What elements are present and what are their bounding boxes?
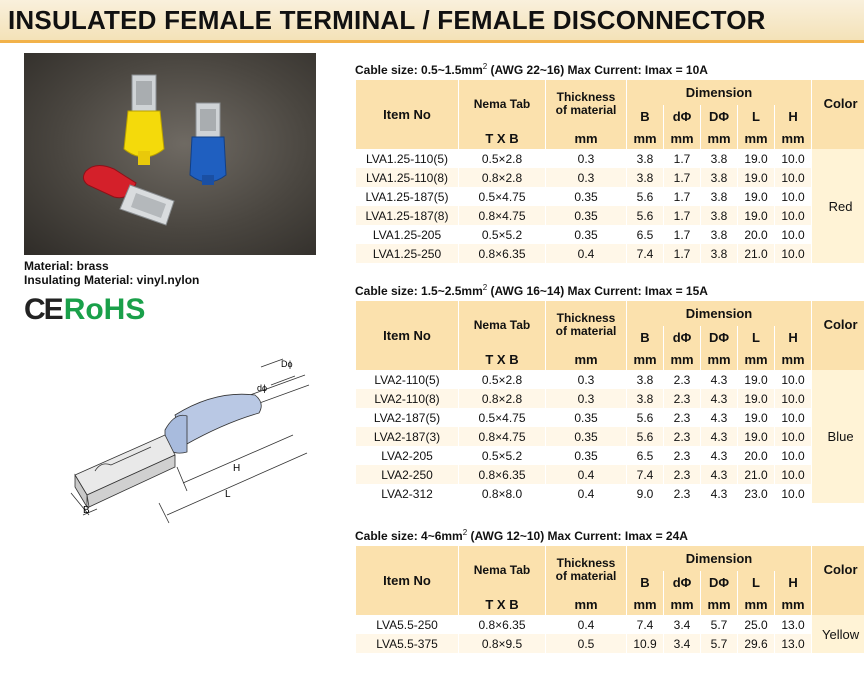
table-row [356,370,864,389]
l-cell: 29.6 [738,634,774,653]
l-cell: 19.0 [738,149,774,168]
thickness-cell: 0.35 [546,446,626,465]
color-cell: Red [812,149,864,263]
thickness-cell: 0.35 [546,225,626,244]
l-cell: 19.0 [738,427,774,446]
item-no-header: Item No [356,301,458,370]
header-row [356,301,864,326]
thickness-unit: mm [546,348,626,370]
nema-tab-cell: 0.8×8.0 [459,484,545,503]
h-cell: 13.0 [775,615,811,634]
b-unit: mm [627,593,663,615]
table-row [356,465,864,484]
l-cell: 20.0 [738,446,774,465]
thickness-cell: 0.4 [546,615,626,634]
d-small-cell: 2.3 [664,370,700,389]
b-cell: 5.6 [627,427,663,446]
h-unit: mm [775,348,811,370]
thickness-cell: 0.35 [546,187,626,206]
d-small-header: dΦ [664,571,700,593]
color-unit-blank [812,593,864,615]
thickness-cell: 0.3 [546,149,626,168]
d-big-cell: 4.3 [701,427,737,446]
thickness-header [546,80,626,127]
header-row [356,80,864,105]
item-no-cell: LVA1.25-110(8) [356,168,458,187]
b-unit: mm [627,348,663,370]
h-cell: 10.0 [775,370,811,389]
color-unit-blank [812,127,864,149]
l-cell: 21.0 [738,244,774,263]
b-cell: 5.6 [627,408,663,427]
d-small-cell: 2.3 [664,465,700,484]
d-big-cell: 3.8 [701,206,737,225]
d-small-cell: 1.7 [664,187,700,206]
item-no-cell: LVA5.5-375 [356,634,458,653]
table-row [356,484,864,503]
d-small-cell: 1.7 [664,225,700,244]
table-row [356,168,864,187]
b-cell: 5.6 [627,206,663,225]
thickness-cell: 0.3 [546,370,626,389]
d-inner-label: dϕ [257,383,268,393]
h-unit: mm [775,593,811,615]
blue-terminal [190,103,226,185]
b-dimension-label: B [83,505,90,516]
l-dimension-label: L [225,489,231,500]
table-row [356,206,864,225]
d-small-cell: 3.4 [664,615,700,634]
rohs-mark: RoHS [63,293,146,326]
item-no-cell: LVA1.25-187(8) [356,206,458,225]
d-small-cell: 1.7 [664,149,700,168]
color-cell: Blue [812,370,864,503]
d-small-cell: 2.3 [664,408,700,427]
item-no-cell: LVA1.25-205 [356,225,458,244]
thickness-cell: 0.35 [546,408,626,427]
table-row [356,446,864,465]
material-text: Material: brass [24,259,109,273]
red-terminal [83,165,174,225]
nema-tab-cell: 0.8×9.5 [459,634,545,653]
d-big-cell: 5.7 [701,634,737,653]
h-cell: 10.0 [775,149,811,168]
product-photo [24,53,316,255]
title-bar [0,0,864,43]
h-cell: 10.0 [775,446,811,465]
h-cell: 10.0 [775,408,811,427]
spec-section-3 [355,528,860,653]
d-small-cell: 1.7 [664,168,700,187]
h-dimension-label: H [233,463,241,474]
spec-section-1 [355,62,860,263]
d-big-cell: 3.8 [701,149,737,168]
thickness-cell: 0.35 [546,206,626,225]
ce-mark: CE [24,293,62,326]
b-cell: 10.9 [627,634,663,653]
b-cell: 3.8 [627,149,663,168]
cable-size-prefix: Cable size: 4~6mm [355,529,463,543]
l-cell: 25.0 [738,615,774,634]
nema-tab-cell: 0.8×6.35 [459,244,545,263]
dimension-drawing [55,355,335,525]
b-header: B [627,105,663,127]
table-row [356,408,864,427]
b-cell: 7.4 [627,465,663,484]
item-no-header: Item No [356,546,458,615]
l-header: L [738,326,774,348]
nema-tab-cell: 0.8×2.8 [459,168,545,187]
item-no-cell: LVA2-187(5) [356,408,458,427]
d-big-header: DΦ [701,571,737,593]
cable-size-suffix: (AWG 22~16) Max Current: Imax = 10A [487,63,708,77]
item-no-cell: LVA2-110(8) [356,389,458,408]
l-unit: mm [738,127,774,149]
terminal-photo-illustration [24,53,316,255]
nema-tab-cell: 0.8×6.35 [459,615,545,634]
d-small-cell: 2.3 [664,389,700,408]
nema-tab-cell: 0.8×4.75 [459,206,545,225]
b-cell: 7.4 [627,615,663,634]
b-cell: 7.4 [627,244,663,263]
l-cell: 21.0 [738,465,774,484]
d-big-unit: mm [701,348,737,370]
b-unit: mm [627,127,663,149]
item-no-cell: LVA2-187(3) [356,427,458,446]
table-row [356,615,864,634]
h-header: H [775,326,811,348]
d-small-cell: 2.3 [664,427,700,446]
cable-size-sup: 2 [462,528,468,537]
color-header: Color [812,301,864,348]
thickness-cell: 0.4 [546,484,626,503]
terminal-drawing [55,355,335,525]
table-row [356,389,864,408]
b-cell: 9.0 [627,484,663,503]
d-big-header: DΦ [701,105,737,127]
d-small-cell: 3.4 [664,634,700,653]
h-cell: 10.0 [775,484,811,503]
item-no-cell: LVA1.25-110(5) [356,149,458,168]
b-header: B [627,571,663,593]
table-row [356,225,864,244]
nema-tab-cell: 0.8×2.8 [459,389,545,408]
h-unit: mm [775,127,811,149]
nema-tab-cell: 0.5×2.8 [459,149,545,168]
l-header: L [738,571,774,593]
d-outer-label: Dϕ [281,359,293,369]
l-cell: 19.0 [738,168,774,187]
l-unit: mm [738,593,774,615]
nema-tab-cell: 0.5×5.2 [459,225,545,244]
spec-section-2 [355,283,860,503]
d-small-unit: mm [664,127,700,149]
thickness-unit: mm [546,593,626,615]
h-cell: 10.0 [775,427,811,446]
d-big-cell: 4.3 [701,408,737,427]
nema-tab-cell: 0.8×4.75 [459,427,545,446]
l-cell: 19.0 [738,408,774,427]
nema-tab-header: Nema Tab [459,301,545,348]
d-big-cell: 4.3 [701,370,737,389]
cable-size-sup: 2 [482,283,488,292]
nema-tab-cell: 0.5×5.2 [459,446,545,465]
thickness-cell: 0.35 [546,427,626,446]
b-cell: 6.5 [627,446,663,465]
color-header: Color [812,546,864,593]
thickness-header-line1: Thickness [556,555,616,570]
page-title: INSULATED FEMALE TERMINAL / FEMALE DISCONNECTOR [8,5,766,35]
d-big-cell: 4.3 [701,389,737,408]
nema-tab-header: Nema Tab [459,80,545,127]
txb-header: T X B [459,127,545,149]
l-cell: 19.0 [738,187,774,206]
thickness-cell: 0.4 [546,465,626,484]
d-small-unit: mm [664,348,700,370]
dimension-header: Dimension [627,80,811,105]
d-big-header: DΦ [701,326,737,348]
l-cell: 19.0 [738,370,774,389]
nema-tab-cell: 0.8×6.35 [459,465,545,484]
item-no-cell: LVA5.5-250 [356,615,458,634]
b-cell: 5.6 [627,187,663,206]
h-cell: 10.0 [775,465,811,484]
d-big-unit: mm [701,127,737,149]
h-cell: 10.0 [775,389,811,408]
dimension-header: Dimension [627,546,811,571]
l-cell: 23.0 [738,484,774,503]
table-row [356,149,864,168]
item-no-cell: LVA1.25-250 [356,244,458,263]
nema-tab-cell: 0.5×4.75 [459,408,545,427]
d-small-unit: mm [664,593,700,615]
l-unit: mm [738,348,774,370]
nema-tab-cell: 0.5×2.8 [459,370,545,389]
table-row [356,427,864,446]
dimension-header: Dimension [627,301,811,326]
d-big-cell: 4.3 [701,446,737,465]
d-small-cell: 2.3 [664,484,700,503]
b-cell: 3.8 [627,168,663,187]
cable-size-caption [355,283,860,301]
h-header: H [775,571,811,593]
thickness-header-line2: of material [555,568,617,583]
h-cell: 10.0 [775,244,811,263]
d-small-cell: 2.3 [664,446,700,465]
table-row [356,634,864,653]
header-row [356,546,864,571]
nema-tab-cell: 0.5×4.75 [459,187,545,206]
cable-size-prefix: Cable size: 1.5~2.5mm [355,284,483,298]
spec-table [355,546,864,653]
thickness-unit: mm [546,127,626,149]
d-big-cell: 4.3 [701,484,737,503]
thickness-cell: 0.4 [546,244,626,263]
d-small-header: dΦ [664,105,700,127]
d-big-cell: 3.8 [701,168,737,187]
thickness-header-line1: Thickness [556,89,616,104]
thickness-header-line2: of material [555,102,617,117]
item-no-cell: LVA2-205 [356,446,458,465]
item-no-cell: LVA1.25-187(5) [356,187,458,206]
table-row [356,244,864,263]
cable-size-sup: 2 [482,62,488,71]
h-cell: 13.0 [775,634,811,653]
b-cell: 3.8 [627,370,663,389]
txb-header: T X B [459,348,545,370]
d-big-unit: mm [701,593,737,615]
cable-size-caption [355,528,860,546]
color-unit-blank [812,348,864,370]
spec-table [355,301,864,503]
thickness-header-line2: of material [555,323,617,338]
certification-logos [24,293,145,327]
d-big-cell: 5.7 [701,615,737,634]
cable-size-caption [355,62,860,80]
l-cell: 19.0 [738,206,774,225]
h-cell: 10.0 [775,225,811,244]
d-small-cell: 1.7 [664,244,700,263]
h-cell: 10.0 [775,206,811,225]
item-no-cell: LVA2-110(5) [356,370,458,389]
item-no-header: Item No [356,80,458,149]
l-cell: 20.0 [738,225,774,244]
table-row [356,187,864,206]
d-big-cell: 3.8 [701,225,737,244]
d-small-cell: 1.7 [664,206,700,225]
h-cell: 10.0 [775,168,811,187]
d-big-cell: 3.8 [701,187,737,206]
thickness-header [546,301,626,348]
h-cell: 10.0 [775,187,811,206]
b-cell: 6.5 [627,225,663,244]
insulating-material-text: Insulating Material: vinyl.nylon [24,273,200,287]
b-header: B [627,326,663,348]
l-header: L [738,105,774,127]
d-small-header: dΦ [664,326,700,348]
d-big-cell: 4.3 [701,465,737,484]
spec-table [355,80,864,263]
item-no-cell: LVA2-250 [356,465,458,484]
cable-size-suffix: (AWG 12~10) Max Current: Imax = 24A [467,529,688,543]
color-cell: Yellow [812,615,864,653]
b-cell: 3.8 [627,389,663,408]
item-no-cell: LVA2-312 [356,484,458,503]
d-big-cell: 3.8 [701,244,737,263]
thickness-cell: 0.3 [546,389,626,408]
color-header: Color [812,80,864,127]
txb-header: T X B [459,593,545,615]
yellow-terminal [124,75,164,165]
h-header: H [775,105,811,127]
thickness-header-line1: Thickness [556,310,616,325]
thickness-header [546,546,626,593]
cable-size-prefix: Cable size: 0.5~1.5mm [355,63,483,77]
cable-size-suffix: (AWG 16~14) Max Current: Imax = 15A [487,284,708,298]
l-cell: 19.0 [738,389,774,408]
nema-tab-header: Nema Tab [459,546,545,593]
thickness-cell: 0.3 [546,168,626,187]
thickness-cell: 0.5 [546,634,626,653]
